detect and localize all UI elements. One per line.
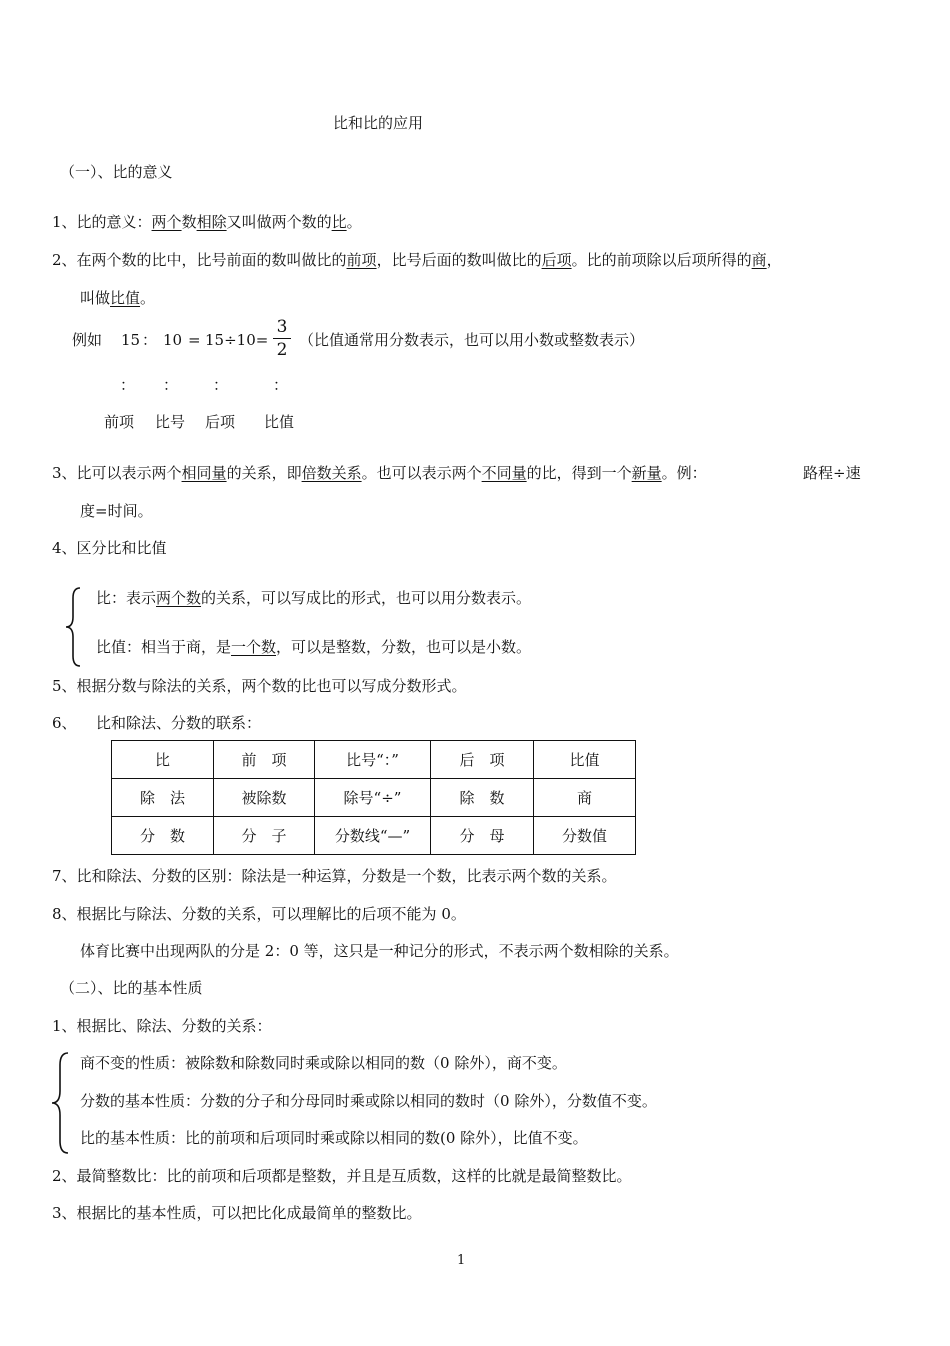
brace1-row1-a: 比：表示 [96,589,157,607]
section2-heading: （二）、比的基本性质 [60,979,203,997]
item2-text-b: ，比号后面的数叫做比的 [376,251,542,269]
fraction-bar [273,338,291,339]
item8-note: 体育比赛中出现两队的分是 2：0 等，这只是一种记分的形式，不表示两个数相除的关系。 [80,942,679,960]
item1-blank-divide: 相除 [196,213,227,231]
table-cell: 后 项 [431,741,534,779]
table-cell: 分 子 [214,817,315,855]
item3-text-g: 的比，得到一个 [526,464,632,482]
table-cell: 除 数 [431,779,534,817]
item8-line: 8、根据比与除法、分数的关系，可以理解比的后项不能为 0。 [52,905,466,923]
item1-text-d: 又叫做两个数的 [226,213,332,231]
item2-line1 [52,250,782,270]
colon-mark: ： [213,376,229,394]
brace2-row: 商不变的性质：被除数和除数同时乘或除以相同的数（0 除外），商不变。 [80,1054,567,1072]
item2-line2-end: 。 [140,289,156,307]
relationship-table [111,740,636,855]
example-colon: ： [142,331,158,349]
item1-text-b: 数 [181,213,197,231]
colon-mark: ： [273,376,289,394]
section1-heading: （一）、比的意义 [60,163,173,181]
example-equals: = [188,331,201,349]
brace1-row2-a: 比值：相当于商，是 [96,638,232,656]
brace1-row2 [96,637,531,657]
item4-line: 4、区分比和比值 [52,539,167,557]
item3-text-i: 。例： [661,464,707,482]
table-cell: 比 [112,741,214,779]
example-fraction [273,318,291,359]
brace2-row: 比的基本性质：比的前项和后项同时乘或除以相同的数(0 除外），比值不变。 [80,1129,588,1147]
item1-prefix: 1、比的意义： [52,213,152,231]
item3-line1 [52,463,707,483]
item2-prefix: 2、在两个数的比中，比号前面的数叫做比的 [52,251,347,269]
item1-blank-two: 两个 [151,213,182,231]
table-cell: 分 数 [112,817,214,855]
table-cell: 比号“：” [315,741,431,779]
table-cell: 分数值 [534,817,636,855]
label-front: 前项 [104,413,135,431]
item2-blank-front: 前项 [346,251,377,269]
item2-blank-back: 后项 [541,251,572,269]
item2-blank-quotient: 商 [751,251,767,269]
colon-mark: ： [120,376,136,394]
item3-blank-new: 新量 [631,464,662,482]
section2-item2: 2、最简整数比：比的前项和后项都是整数，并且是互质数，这样的比就是最简整数比。 [52,1167,632,1185]
table-cell: 除 法 [112,779,214,817]
example-division: 15÷10= [205,331,269,349]
brace1-row2-c: ，可以是整数，分数，也可以是小数。 [276,638,532,656]
brace1-blank-two-numbers: 两个数 [156,589,202,607]
brace2-row: 分数的基本性质：分数的分子和分母同时乘或除以相同的数时（0 除外），分数值不变。 [80,1092,657,1110]
section2-item1: 1、根据比、除法、分数的关系： [52,1017,272,1035]
item1-text-f: 。 [346,213,362,231]
table-cell: 被除数 [214,779,315,817]
item3-blank-different: 不同量 [481,464,527,482]
item1-blank-ratio: 比 [331,213,347,231]
fraction-denominator: 2 [276,340,288,360]
item7-line: 7、比和除法、分数的区别：除法是一种运算，分数是一个数，比表示两个数的关系。 [52,867,617,885]
example-note: （比值通常用分数表示，也可以用小数或整数表示） [299,331,645,349]
label-colon: 比号 [155,413,186,431]
table-row [112,741,636,779]
colon-mark: ： [163,376,179,394]
item3-blank-multiple: 倍数关系 [301,464,362,482]
page-number: 1 [457,1253,466,1268]
item3-text-c: 的关系，即 [226,464,302,482]
example-num-10: 10 [163,331,183,349]
item2-text-d: 。比的前项除以后项所得的 [571,251,752,269]
item6-text: 比和除法、分数的联系： [96,714,262,732]
item6-number: 6、 [52,714,77,732]
table-row [112,817,636,855]
label-value: 比值 [264,413,295,431]
item2-line2 [80,288,155,308]
section2-item3: 3、根据比的基本性质，可以把比化成最简单的整数比。 [52,1204,422,1222]
table-cell: 除号“÷” [315,779,431,817]
brace1-blank-one-number: 一个数 [231,638,277,656]
brace1-row1 [96,588,531,608]
table-cell: 分 母 [431,817,534,855]
brace1-row1-c: 的关系，可以写成比的形式，也可以用分数表示。 [201,589,532,607]
item3-blank-same: 相同量 [181,464,227,482]
left-brace-icon [48,1051,70,1155]
item2-blank-value: 比值 [110,289,141,307]
item3-example: 路程÷速 [803,464,861,482]
item3-text-e: 。也可以表示两个 [361,464,482,482]
table-cell: 商 [534,779,636,817]
table-cell: 比值 [534,741,636,779]
table-row [112,779,636,817]
item2-line2-text: 叫做 [80,289,111,307]
item1-line [52,212,362,232]
fraction-numerator: 3 [276,317,288,337]
item3-text-a: 3、比可以表示两个 [52,464,182,482]
item3-line2: 度=时间。 [80,502,153,520]
label-back: 后项 [205,413,236,431]
page-title: 比和比的应用 [333,114,424,132]
table-cell: 分数线“—” [315,817,431,855]
item5-line: 5、根据分数与除法的关系，两个数的比也可以写成分数形式。 [52,677,467,695]
table-cell: 前 项 [214,741,315,779]
example-num-15: 15 [121,331,141,349]
item2-text-f: ， [766,251,782,269]
example-lead: 例如 [72,331,103,349]
left-brace-icon [62,586,82,668]
